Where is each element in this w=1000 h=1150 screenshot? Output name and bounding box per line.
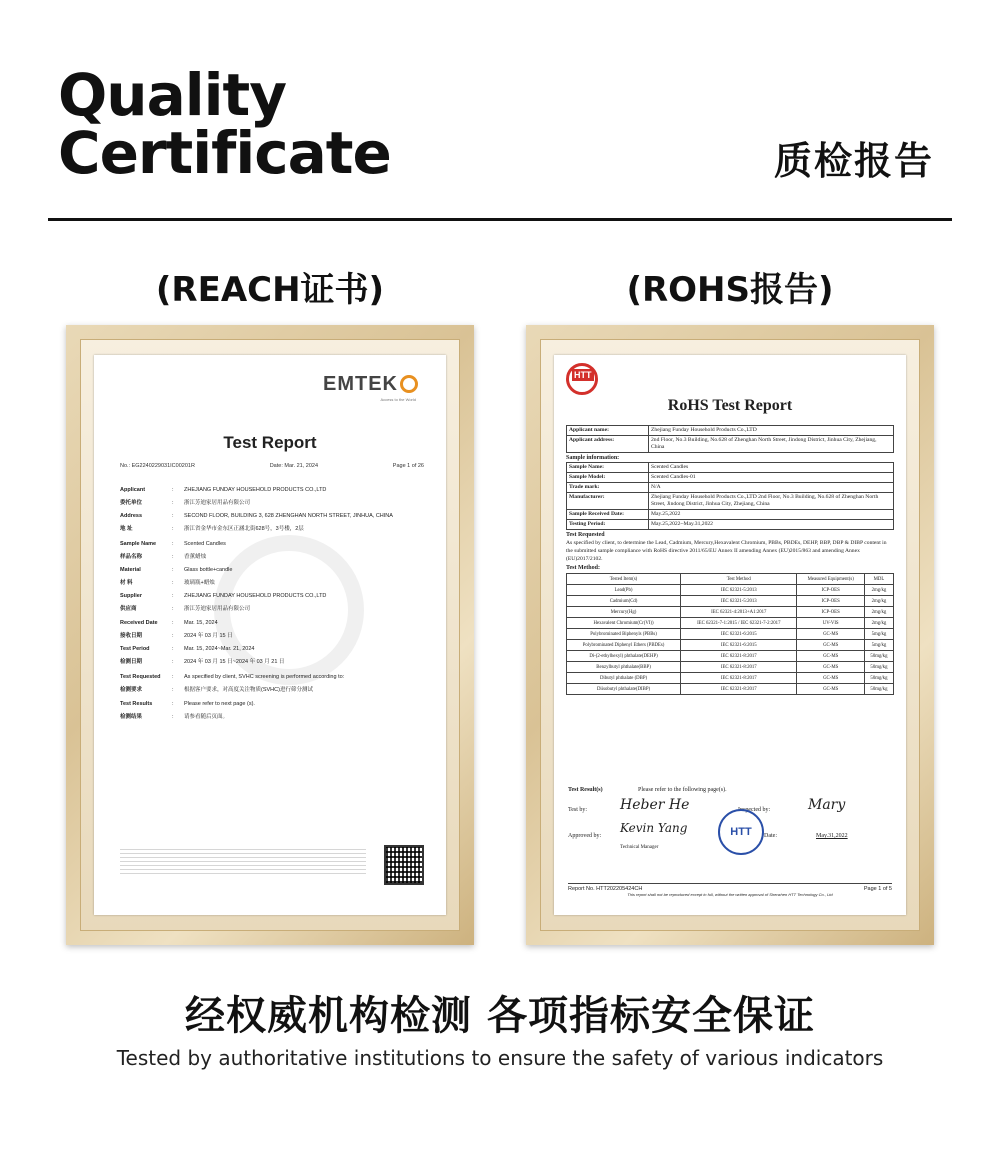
reach-date: Date: Mar. 21, 2024 bbox=[269, 463, 319, 469]
reach-field-key: 检测日期 bbox=[120, 659, 143, 665]
reach-field-row bbox=[120, 593, 426, 600]
reach-field-value: As specified by client, SVHC screening is performed according to: bbox=[184, 673, 345, 680]
header-divider bbox=[48, 218, 952, 221]
table-cell: Dibutyl phthalate (DBP) bbox=[567, 673, 681, 684]
reach-field-row bbox=[120, 714, 426, 721]
reach-field-key: 材 料 bbox=[120, 579, 133, 586]
table-cell: UV-VIS bbox=[797, 618, 864, 629]
test-by-signature: Heber He bbox=[620, 797, 690, 813]
table-cell: Cadmium(Cd) bbox=[567, 596, 681, 607]
test-by-label: Test by: bbox=[568, 807, 588, 813]
reach-field-value: Please refer to next page (s). bbox=[184, 701, 255, 707]
reach-field-colon: : bbox=[172, 540, 174, 547]
reach-field-row bbox=[120, 687, 426, 694]
table-cell: ICP-OES bbox=[797, 585, 864, 596]
qr-code-icon bbox=[384, 845, 424, 885]
reach-field-row bbox=[120, 567, 426, 574]
table-cell: IEC 62321-6:2015 bbox=[681, 629, 797, 640]
table-cell: IEC 62321-5:2013 bbox=[681, 585, 797, 596]
reach-field-row bbox=[120, 526, 426, 533]
table-row bbox=[567, 640, 894, 651]
reach-field-value: 2024 年 03 月 15 日 bbox=[184, 633, 233, 639]
reach-field-colon: : bbox=[172, 701, 174, 707]
reach-field-row bbox=[120, 646, 426, 653]
table-cell: 50mg/kg bbox=[864, 673, 893, 684]
table-cell: 50mg/kg bbox=[864, 684, 893, 695]
rohs-footer bbox=[568, 883, 892, 897]
reach-field-key: 检测结果 bbox=[120, 714, 143, 720]
reach-field-value: Mar. 15, 2024~Mar. 21, 2024 bbox=[184, 646, 255, 652]
emtek-logo bbox=[323, 373, 418, 396]
reach-field-value: Glass bottle+candle bbox=[184, 566, 233, 573]
emtek-tagline: Access to the World bbox=[380, 397, 416, 402]
table-header-cell: Test Method bbox=[681, 574, 797, 585]
kv-key: Trade mark: bbox=[567, 483, 649, 492]
table-cell: 50mg/kg bbox=[864, 651, 893, 662]
reach-field-value: ZHEJIANG FUNDAY HOUSEHOLD PRODUCTS CO.,LTD bbox=[184, 592, 327, 599]
sample-info-label: Sample information: bbox=[566, 455, 620, 461]
reach-field-colon: : bbox=[172, 487, 174, 493]
date-value: May.31,2022 bbox=[816, 833, 848, 839]
reach-field-row bbox=[120, 659, 426, 666]
reach-field-row bbox=[120, 633, 426, 640]
table-row bbox=[567, 673, 894, 684]
table-header-row bbox=[567, 574, 894, 585]
reach-field-key: Material bbox=[120, 566, 141, 573]
kv-key: Testing Period: bbox=[567, 520, 649, 529]
test-requested-label: Test Requested bbox=[566, 532, 605, 538]
page-title bbox=[58, 61, 391, 187]
reach-field-colon: : bbox=[172, 579, 174, 586]
reach-field-value: 浙江省金华市金东区正涵北街628号，3号楼，2层 bbox=[184, 526, 304, 532]
inspected-by-label: Inspected by: bbox=[738, 807, 771, 813]
rohs-report-no: Report No. HTT202205424CH bbox=[568, 886, 643, 892]
table-body bbox=[567, 585, 894, 695]
reach-fine-print bbox=[120, 849, 366, 875]
kv-value: Scented Candles bbox=[651, 464, 689, 470]
reach-field-key: 地 址 bbox=[120, 526, 133, 532]
rohs-heading: (ROHS报告) bbox=[626, 270, 834, 310]
approved-signature: Kevin Yang bbox=[620, 821, 688, 835]
table-cell: Diisobutyl phthalate(DIBP) bbox=[567, 684, 681, 695]
reach-field-colon: : bbox=[172, 605, 174, 612]
reach-field-value: Scented Candles bbox=[184, 540, 226, 547]
table-cell: GC-MS bbox=[797, 673, 864, 684]
reach-field-colon: : bbox=[172, 566, 174, 573]
title-chinese: 质检报告 bbox=[773, 139, 934, 183]
table-cell: 2mg/kg bbox=[864, 585, 893, 596]
rohs-sample-table bbox=[566, 462, 894, 530]
table-cell: Di-(2-ethylhexyl) phthalate(DEHP) bbox=[567, 651, 681, 662]
reach-field-colon: : bbox=[172, 592, 174, 599]
rohs-disclaimer: This report shall not be reproduced except in full, without the written approval of Shenzhen HTT Technology Co., Ltd bbox=[627, 892, 833, 897]
table-cell: GC-MS bbox=[797, 662, 864, 673]
reach-fields bbox=[120, 487, 426, 727]
reach-field-key: 检测要求 bbox=[120, 686, 143, 693]
reach-field-row bbox=[120, 701, 426, 708]
rohs-report-paper bbox=[554, 355, 906, 915]
reach-field-row bbox=[120, 500, 426, 507]
reach-certificate-paper bbox=[94, 355, 446, 915]
table-row bbox=[567, 607, 894, 618]
table-row bbox=[567, 629, 894, 640]
kv-value: May.25,2022~May.31,2022 bbox=[651, 521, 713, 527]
reach-field-key: Applicant bbox=[120, 487, 146, 493]
reach-field-row bbox=[120, 487, 426, 494]
reach-field-value: 请参看随后页面。 bbox=[184, 714, 229, 720]
reach-field-colon: : bbox=[172, 673, 174, 680]
kv-key: Sample Received Date: bbox=[567, 510, 649, 519]
title-line-2: Certificate bbox=[58, 119, 391, 187]
reach-field-colon: : bbox=[172, 714, 174, 720]
reach-field-colon: : bbox=[172, 513, 174, 519]
htt-stamp-icon: HTT bbox=[718, 809, 764, 855]
kv-row bbox=[566, 436, 894, 453]
reach-field-value: Mar. 15, 2024 bbox=[184, 620, 218, 626]
reach-field-colon: : bbox=[172, 686, 174, 693]
table-cell: IEC 62321-5:2013 bbox=[681, 596, 797, 607]
table-cell: ICP-OES bbox=[797, 607, 864, 618]
table-cell: IEC 62321-8:2017 bbox=[681, 673, 797, 684]
kv-value: N/A bbox=[651, 484, 661, 490]
test-method-label: Test Method: bbox=[566, 565, 600, 571]
reach-field-value: 浙江芳迪家居用品有限公司 bbox=[184, 500, 251, 506]
reach-doc-title: Test Report bbox=[223, 433, 317, 452]
table-cell: Mercury(Hg) bbox=[567, 607, 681, 618]
title-line-1: Quality bbox=[58, 61, 287, 129]
reach-field-key: Test Requested bbox=[120, 673, 161, 680]
reach-field-colon: : bbox=[172, 500, 174, 506]
table-cell: GC-MS bbox=[797, 640, 864, 651]
table-cell: 50mg/kg bbox=[864, 662, 893, 673]
inspected-signature: Mary bbox=[808, 797, 846, 813]
table-row bbox=[567, 596, 894, 607]
bottom-heading-cn: 经权威机构检测 各项指标安全保证 bbox=[185, 993, 815, 1039]
date-label: Date: bbox=[764, 833, 777, 839]
reach-field-value: SECOND FLOOR, BUILDING 3, 628 ZHENGHAN NORTH STREET, JINHUA, CHINA bbox=[184, 513, 393, 519]
kv-key: Applicant name: bbox=[567, 426, 649, 435]
reach-field-value: 浙江芳迪家居用品有限公司 bbox=[184, 605, 251, 612]
rohs-signatures bbox=[568, 787, 892, 867]
reach-page: Page 1 of 26 bbox=[392, 463, 424, 469]
reach-field-value: 根据客户要求，对高度关注物质(SVHC)进行筛分测试 bbox=[184, 686, 313, 693]
table-row bbox=[567, 684, 894, 695]
reach-field-row bbox=[120, 580, 426, 587]
table-row bbox=[567, 585, 894, 596]
reach-field-row bbox=[120, 606, 426, 613]
technical-manager-label: Technical Manager bbox=[620, 845, 659, 850]
kv-value: Zhejiang Funday Household Products Co.,LTD 2nd Floor, No.3 Building, No.628 of Zhenghan North Street, Jindong District, Jinhua City, Zhejiang, China bbox=[651, 494, 879, 507]
reach-field-key: Sample Name bbox=[120, 540, 157, 547]
table-row bbox=[567, 618, 894, 629]
table-cell: IEC 62321-6:2015 bbox=[681, 640, 797, 651]
test-method-table bbox=[566, 573, 894, 695]
kv-value: May.25,2022 bbox=[651, 511, 681, 517]
table-cell: GC-MS bbox=[797, 651, 864, 662]
table-cell: 5mg/kg bbox=[864, 640, 893, 651]
reach-field-value: 玻璃瓶+蜡烛 bbox=[184, 579, 215, 586]
kv-key: Applicant address: bbox=[567, 436, 649, 452]
table-cell: 5mg/kg bbox=[864, 629, 893, 640]
reach-field-key: 委托单位 bbox=[120, 500, 143, 506]
table-cell: Lead(Pb) bbox=[567, 585, 681, 596]
reach-field-key: Supplier bbox=[120, 592, 143, 599]
rohs-applicant-table bbox=[566, 425, 894, 453]
rohs-report-frame bbox=[526, 325, 934, 945]
table-cell: Polybrominated Diphenyl Ethers (PBDEs) bbox=[567, 640, 681, 651]
reach-field-colon: : bbox=[172, 633, 174, 639]
table-cell: 2mg/kg bbox=[864, 607, 893, 618]
kv-key: Sample Model: bbox=[567, 473, 649, 482]
table-cell: IEC 62321-4:2013+A1:2017 bbox=[681, 607, 797, 618]
table-header-cell: Measured Equipment(s) bbox=[797, 574, 864, 585]
kv-value: 2nd Floor, No.3 Building, No.628 of Zhenghan North Street, Jindong District, Jinhua City, Zhejiang, China bbox=[651, 437, 877, 450]
kv-key: Sample Name: bbox=[567, 463, 649, 472]
reach-field-colon: : bbox=[172, 526, 174, 532]
reach-field-colon: : bbox=[172, 659, 174, 665]
kv-value: Scented Candles-01 bbox=[651, 474, 696, 480]
kv-row bbox=[566, 493, 894, 510]
table-cell: IEC 62321-8:2017 bbox=[681, 651, 797, 662]
reach-field-row bbox=[120, 541, 426, 548]
reach-field-key: 样品名称 bbox=[120, 553, 143, 560]
reach-field-key: 供应商 bbox=[120, 605, 137, 612]
reach-field-value: 2024 年 03 月 15 日~2024 年 03 月 21 日 bbox=[184, 659, 285, 665]
reach-field-key: 接收日期 bbox=[120, 633, 143, 639]
table-cell: GC-MS bbox=[797, 684, 864, 695]
reach-field-colon: : bbox=[172, 646, 174, 652]
test-result-label: Test Result(s) bbox=[568, 787, 603, 793]
reach-field-key: Address bbox=[120, 513, 143, 519]
test-requested-text: As specified by client, to determine the Lead, Cadmium, Mercury,Hexavalent Chromium, PBBs, PBDEs, DEHP, BBP, DBP & DIBP content in the submitted sample compliance with RoHS directive 2011/65/EU Annex II amending Annex (EU)2015/863 and amending Annex (EU)2017/2102. bbox=[566, 540, 887, 562]
reach-field-colon: : bbox=[172, 620, 174, 626]
reach-field-key: Test Results bbox=[120, 701, 153, 707]
reach-doc-meta bbox=[120, 463, 424, 469]
table-cell: 2mg/kg bbox=[864, 596, 893, 607]
table-cell: ICP-OES bbox=[797, 596, 864, 607]
table-cell: 2mg/kg bbox=[864, 618, 893, 629]
kv-row bbox=[566, 483, 894, 493]
table-cell: GC-MS bbox=[797, 629, 864, 640]
table-row bbox=[567, 651, 894, 662]
rohs-body bbox=[566, 425, 894, 695]
table-header-cell: Tested Item(s) bbox=[567, 574, 681, 585]
kv-row bbox=[566, 473, 894, 483]
reach-field-row bbox=[120, 554, 426, 561]
emtek-logo-text: EMTEK bbox=[323, 373, 398, 395]
reach-field-value: 香薰蜡烛 bbox=[184, 553, 207, 560]
reach-field-value: ZHEJIANG FUNDAY HOUSEHOLD PRODUCTS CO.,LTD bbox=[184, 487, 327, 493]
table-cell: Hexavalent Chromium(Cr(VI)) bbox=[567, 618, 681, 629]
reach-field-row bbox=[120, 513, 426, 520]
kv-row bbox=[566, 510, 894, 520]
reach-field-colon: : bbox=[172, 553, 174, 560]
kv-row bbox=[566, 520, 894, 530]
reach-field-row bbox=[120, 620, 426, 627]
reach-report-no: No.: EG2240229031IC00201R bbox=[120, 463, 195, 469]
kv-key: Manufacturer: bbox=[567, 493, 649, 509]
approved-by-label: Approved by: bbox=[568, 833, 602, 839]
table-cell: Polybrominated Biphenyls (PBBs) bbox=[567, 629, 681, 640]
table-cell: Benzylbutyl phthalate(BBP) bbox=[567, 662, 681, 673]
reach-certificate-frame bbox=[66, 325, 474, 945]
emtek-ring-icon bbox=[400, 375, 418, 393]
table-cell: IEC 62321-8:2017 bbox=[681, 684, 797, 695]
reach-field-key: Received Date bbox=[120, 620, 158, 626]
reach-field-key: Test Period bbox=[120, 646, 150, 652]
kv-row bbox=[566, 462, 894, 473]
reach-field-row bbox=[120, 674, 426, 681]
kv-row bbox=[566, 425, 894, 436]
rohs-page: Page 1 of 5 bbox=[863, 886, 892, 892]
rohs-doc-title: RoHS Test Report bbox=[667, 397, 793, 414]
test-result-text: Please refer to the following page(s). bbox=[638, 787, 727, 793]
table-cell: IEC 62321-7-1:2015 / IEC 62321-7-2:2017 bbox=[681, 618, 797, 629]
table-row bbox=[567, 662, 894, 673]
table-header-cell: MDL bbox=[864, 574, 893, 585]
bottom-heading-en: Tested by authoritative institutions to ensure the safety of various indicators bbox=[116, 1046, 884, 1070]
table-cell: IEC 62321-8:2017 bbox=[681, 662, 797, 673]
htt-logo-text: HTT bbox=[574, 370, 592, 380]
kv-value: Zhejiang Funday Household Products Co.,LTD bbox=[651, 427, 757, 433]
reach-heading: (REACH证书) bbox=[155, 270, 385, 310]
